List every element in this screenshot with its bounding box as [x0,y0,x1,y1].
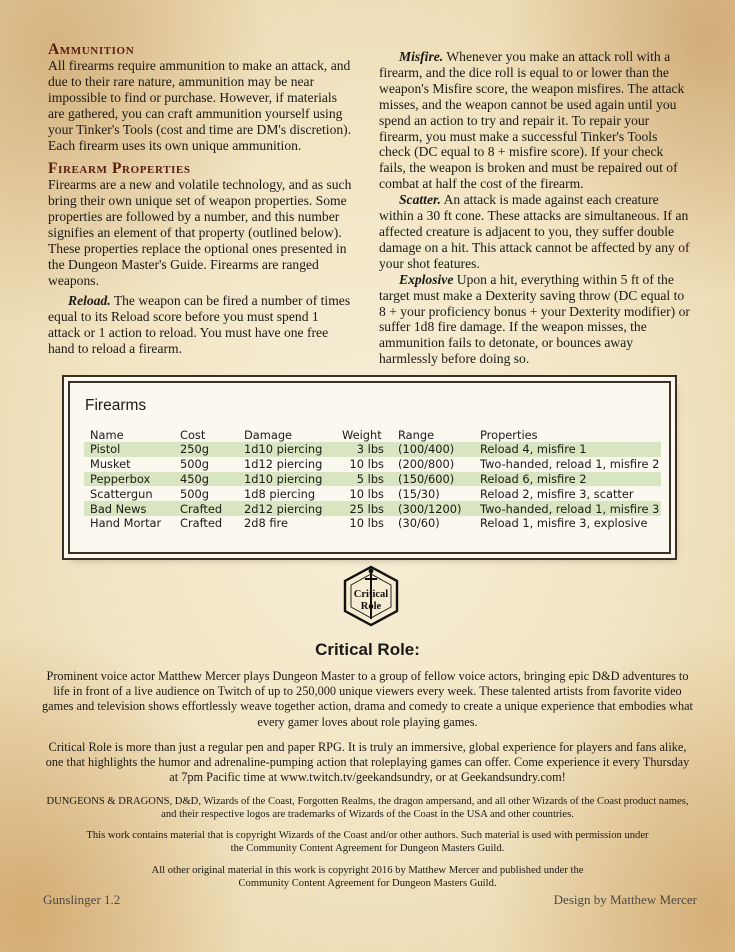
table-cell: 1d8 piercing [244,486,316,501]
table-cell: 3 lbs [356,442,384,457]
firearm-properties-text: Firearms are a new and volatile technology, and as such bring their own unique set of weapon properties. Some properties are followed by a number, and this number signifies an element of that property (outlined below). These properties replace the optional ones presented in the Dungeon Master's Guide. Firearms are ranged weapons. [48,177,352,288]
legal-copyright-text: This work contains material that is copyright Wizards of the Coast and/or other authors. Such material is used with permission under the Community Content Agreement for Dungeon Masters Guild. [86,830,649,855]
table-cell: 1d10 piercing [244,442,323,457]
table-cell: Pepperbox [90,471,151,486]
firearms-table-frame [68,381,671,554]
reload-paragraph [48,293,352,357]
explosive-paragraph [379,272,691,367]
table-cell: 10 lbs [349,457,384,472]
legal-trademark-text: DUNGEONS & DRAGONS, D&D, Wizards of the Coast, Forgotten Realms, the dragon ampersand, and all other Wizards of the Coast product names, and their respective logos are trademarks of Wizards of the Coast in the USA and other countries. [46,796,689,821]
table-row [84,442,661,457]
table-row [84,457,661,472]
table-cell: Musket [90,457,131,472]
table-cell: (15/30) [398,486,440,501]
table-cell: 1d10 piercing [244,471,323,486]
table-cell: Crafted [180,501,223,516]
column-header: Weight [342,428,382,442]
table-cell: Reload 6, misfire 2 [480,471,587,486]
firearms-table-title: Firearms [85,397,147,414]
explosive-text: Upon a hit, everything within 5 ft of the target must make a Dexterity saving throw (DC equal to 8 + your proficiency bonus + your Dexterity modifier) or suffer 1d8 fire damage. If the weapon misses, the ammunition fails to detonate, or bounces away harmlessly before doing so. [379,271,690,367]
column-header: Name [90,428,124,442]
table-cell: Scattergun [90,486,153,501]
table-row [84,501,661,516]
scatter-lead: Scatter. [399,192,441,208]
table-cell: Reload 4, misfire 1 [480,442,587,457]
table-cell: Two-handed, reload 1, misfire 3 [480,501,660,516]
explosive-lead: Explosive [399,271,454,287]
footer-version: Gunslinger 1.2 [43,892,121,907]
scatter-text: An attack is made against each creature within a 30 ft cone. These attacks are simultaneous. If an affected creature is adjacent to you, they suffer double damage on a hit. This attack cannot be affected by any of your shot features. [379,192,690,271]
table-cell: (300/1200) [398,501,462,516]
table-cell: Reload 1, misfire 3, explosive [480,516,648,531]
misfire-paragraph [379,49,691,192]
critical-role-paragraph-1: Prominent voice actor Matthew Mercer plays Dungeon Master to a group of fellow voice actors, bringing epic D&D adventures to life in front of a live audience on Twitch of up to 250,000 unique viewers every week. These talented artists from favorite video games and television shows effortlessly weave together action, drama and comedy to create a unique experience that embodies what every gamer loves about role playing games. [42,669,693,729]
table-cell: 10 lbs [349,516,384,531]
d20-sword-logo-icon [340,565,402,627]
misfire-text: Whenever you make an attack roll with a firearm, and the dice roll is equal to or lower than the weapon's Misfire score, the weapon misfires. The attack misses, and the weapon cannot be used again until you spend an action to try and repair it. To repair your firearm, you must make a successful Tinker's Tools check (DC equal to 8 + misfire score). If your check fails, the weapon is broken and must be repaired out of combat at half the cost of the firearm. [379,49,685,192]
column-header: Damage [244,428,293,442]
reload-text: The weapon can be fired a number of times equal to its Reload score before you must spend 1 attack or 1 action to reload. You must have one free hand to reload a firearm. [48,292,351,356]
table-row [84,486,661,501]
right-column [379,49,691,367]
table-cell: 5 lbs [356,471,384,486]
table-cell: 25 lbs [349,501,384,516]
column-header: Cost [180,428,206,442]
legal-original-material-text: All other original material in this work is copyright 2016 by Matthew Mercer and published under the Community Content Agreement for Dungeon Masters Guild. [151,865,584,890]
table-cell: Reload 2, misfire 3, scatter [480,486,634,501]
table-cell: Hand Mortar [90,516,162,531]
left-column [48,42,352,356]
table-cell: 2d12 piercing [244,501,323,516]
critical-role-heading: Critical Role: [315,640,420,659]
table-cell: (150/600) [398,471,455,486]
reload-lead: Reload. [68,292,111,308]
critical-role-paragraph-2: Critical Role is more than just a regular pen and paper RPG. It is truly an immersive, global experience for players and fans alike, one that highlights the humor and adrenaline-pumping action that roleplaying games can offer. Come experience it every Thursday at 7pm Pacific time at www.twitch.tv/geekandsundry, or at Geekandsundry.com! [45,740,690,785]
logo-line-2: Role [360,601,382,612]
firearms-table [84,428,661,531]
table-header-row [84,428,661,442]
firearm-properties-heading: Firearm Properties [48,160,191,178]
table-row [84,472,661,487]
column-header: Range [398,428,435,442]
table-cell: Crafted [180,516,223,531]
table-cell: 10 lbs [349,486,384,501]
table-cell: 1d12 piercing [244,457,323,472]
table-row [84,516,661,531]
logo-line-1: Critical [353,589,389,600]
table-cell: (200/800) [398,457,455,472]
table-cell: (30/60) [398,516,440,531]
table-cell: 500g [180,457,209,472]
column-header: Properties [480,428,538,442]
table-cell: Two-handed, reload 1, misfire 2 [480,457,660,472]
table-cell: (100/400) [398,442,455,457]
table-cell: 500g [180,486,209,501]
table-cell: Bad News [90,501,147,516]
table-cell: 450g [180,471,209,486]
ammunition-heading: Ammunition [48,41,135,58]
table-cell: 250g [180,442,209,457]
scatter-paragraph [379,192,691,272]
table-cell: Pistol [90,442,121,457]
ammunition-text: All firearms require ammunition to make an attack, and due to their rare nature, ammunition may be near impossible to find or purchase. However, if materials are gathered, you can craft ammunition yourself using your Tinker's Tools (cost and time are DM's discretion). Each firearm uses its own unique ammunition. [48,58,352,153]
table-cell: 2d8 fire [244,516,288,531]
footer-credit: Design by Matthew Mercer [553,892,697,907]
misfire-lead: Misfire. [399,49,444,64]
